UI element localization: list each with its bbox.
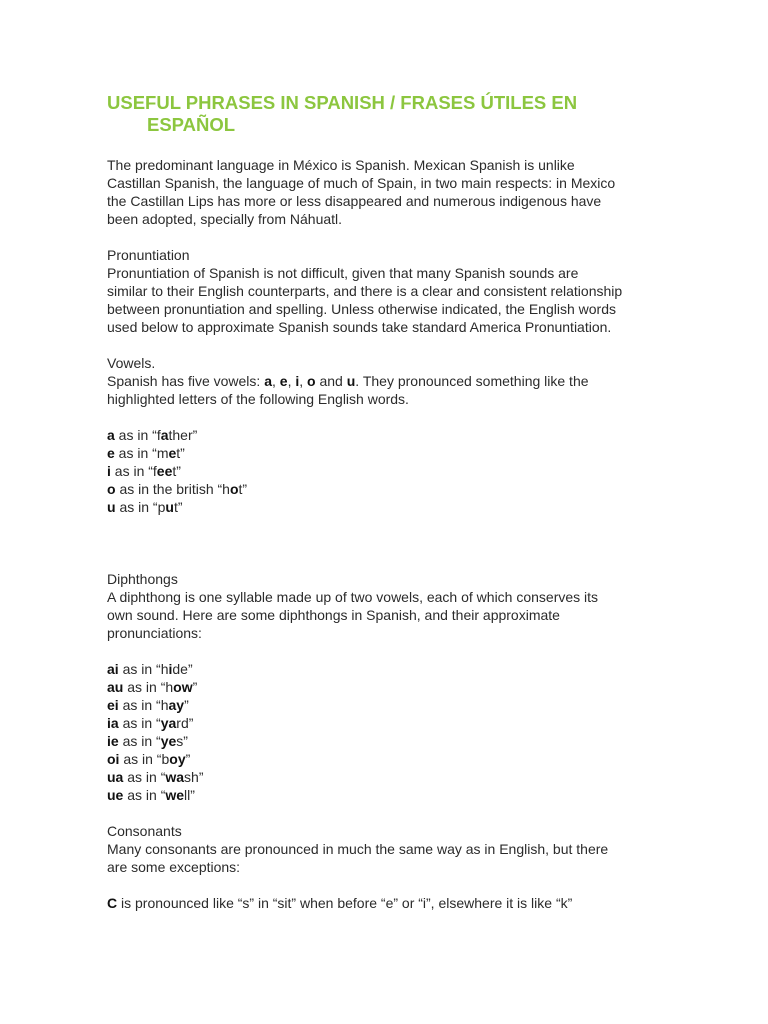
vowels-intro-text: . They pronounced something like the [355,373,589,389]
title-line-2: ESPAÑOL [147,114,236,135]
diphthong-highlight: i [168,661,173,677]
diphthong-example [107,750,667,768]
pronuntiation-line: between pronuntiation and spelling. Unless otherwise indicated, the English words [107,301,616,317]
vowel-example-letter: u [107,499,116,515]
separator: , [287,373,296,389]
vowel-example-word: f [156,427,161,443]
consonant-rule-c [107,894,667,912]
page-title [107,92,667,136]
diphthong-text: as in “ [123,787,166,803]
vowel-example-text: as in “ [110,463,153,479]
vowel-letter: o [307,373,316,389]
vowel-example-letter: o [107,481,116,497]
diphthong-word: ” [192,679,198,695]
diphthong-highlight: wa [165,769,185,785]
vowels-heading: Vowels. [107,355,156,371]
diphthongs-line: own sound. Here are some diphthongs in Spanish, and their approximate [107,607,560,623]
diphthong-pair: ia [107,715,119,731]
pronuntiation-paragraph [107,264,667,336]
consonant-rule-text: is pronounced like “s” in “sit” when before “e” or “i”, elsewhere it is like “k” [117,895,573,911]
consonants-heading: Consonants [107,823,182,839]
diphthong-example [107,696,667,714]
vowel-example-text: as in “ [114,445,157,461]
vowel-example-word: t” [176,445,185,461]
vowel-letter: u [346,373,356,389]
vowel-example-letter: a [107,427,115,443]
pronuntiation-line: used below to approximate Spanish sounds take standard America Pronuntiation. [107,319,612,335]
vowel-example-word: m [156,445,169,461]
diphthong-example [107,660,667,678]
separator: , [272,373,280,389]
diphthong-text: as in “ [118,715,161,731]
vowels-intro-text: Spanish has five vowels: [107,373,265,389]
vowel-example-letter: i [107,463,111,479]
diphthong-examples-list [107,660,667,804]
diphthong-pair: ua [107,769,124,785]
consonant-letter: C [107,895,118,911]
diphthong-word: sh” [184,769,204,785]
diphthong-word: ” [184,697,189,713]
pronuntiation-line: similar to their English counterparts, and there is a clear and consistent relationship [107,283,623,299]
vowel-example-highlight: o [229,481,239,497]
intro-line: been adopted, specially from Náhuatl. [107,211,343,227]
vowel-letter: i [295,373,300,389]
vowel-example-word: ther” [168,427,198,443]
intro-line: the Castillan Lips has more or less disappeared and numerous indigenous have [107,193,602,209]
vowel-example-highlight: a [160,427,169,443]
diphthong-word: rd” [176,715,194,731]
diphthongs-line: A diphthong is one syllable made up of two vowels, each of which conserves its [107,589,599,605]
vowel-example-word: t” [173,499,183,515]
diphthong-highlight: ow [173,679,193,695]
diphthong-word: ” [185,751,191,767]
diphthongs-heading: Diphthongs [107,571,178,587]
vowel-example-word: f [152,463,157,479]
vowel-example-highlight: e [168,445,177,461]
diphthong-highlight: ya [160,715,177,731]
diphthong-word: h [165,679,174,695]
diphthong-example [107,714,667,732]
vowel-example [107,498,667,516]
diphthong-text: as in “ [118,733,161,749]
diphthong-word: b [161,751,170,767]
pronuntiation-heading: Pronuntiation [107,247,190,263]
and-text: and [315,373,347,389]
diphthong-highlight: we [165,787,185,803]
vowel-letter: a [264,373,272,389]
title-line-1: USEFUL PHRASES IN SPANISH / FRASES ÚTILES EN [107,92,578,113]
pronuntiation-line: Pronuntiation of Spanish is not difficult, given that many Spanish sounds are [107,265,579,281]
vowels-intro-line2: highlighted letters of the following English words. [107,391,409,407]
diphthong-example [107,786,667,804]
intro-line: The predominant language in México is Spanish. Mexican Spanish is unlike [107,157,575,173]
diphthong-text: as in “ [118,697,161,713]
diphthong-highlight: ye [160,733,177,749]
diphthong-text: as in “ [118,661,161,677]
vowel-example-word: p [157,499,166,515]
vowel-example-word: h [222,481,230,497]
diphthong-example [107,768,667,786]
vowel-example-highlight: u [165,499,174,515]
consonants-line: Many consonants are pronounced in much the same way as in English, but there [107,841,609,857]
vowel-letter: e [279,373,288,389]
vowel-example [107,444,667,462]
intro-paragraph [107,156,667,228]
vowel-example-letter: e [107,445,115,461]
diphthong-word: ll” [184,787,195,803]
vowel-example-text: as in the british “ [115,481,223,497]
vowel-example-word: t” [238,481,248,497]
diphthong-pair: ei [107,697,119,713]
consonants-line: are some exceptions: [107,859,241,875]
diphthongs-line: pronunciations: [107,625,202,641]
vowel-example [107,462,667,480]
diphthong-text: as in “ [119,751,162,767]
intro-line: Castillan Spanish, the language of much of Spain, in two main respects: in Mexico [107,175,616,191]
diphthong-text: as in “ [123,769,166,785]
diphthong-highlight: oy [169,751,186,767]
vowel-example-text: as in “ [114,427,157,443]
separator: , [299,373,308,389]
vowel-example-highlight: ee [156,463,173,479]
diphthong-pair: oi [107,751,120,767]
vowel-example-word: t” [172,463,181,479]
vowel-example [107,426,667,444]
document-page [107,92,667,912]
vowel-example-text: as in “ [115,499,158,515]
diphthong-pair: ai [107,661,119,677]
vowel-example [107,480,667,498]
consonants-paragraph [107,840,667,876]
diphthong-pair: au [107,679,124,695]
diphthongs-paragraph [107,588,667,642]
diphthong-highlight: ay [168,697,185,713]
diphthong-example [107,732,667,750]
diphthong-word: h [160,661,169,677]
diphthong-word: h [160,697,169,713]
vowels-intro [107,372,667,408]
diphthong-pair: ie [107,733,119,749]
diphthong-text: as in “ [123,679,166,695]
diphthong-example [107,678,667,696]
diphthong-word: s” [176,733,188,749]
diphthong-word: de” [172,661,193,677]
vowel-examples-list [107,426,667,516]
diphthong-pair: ue [107,787,124,803]
